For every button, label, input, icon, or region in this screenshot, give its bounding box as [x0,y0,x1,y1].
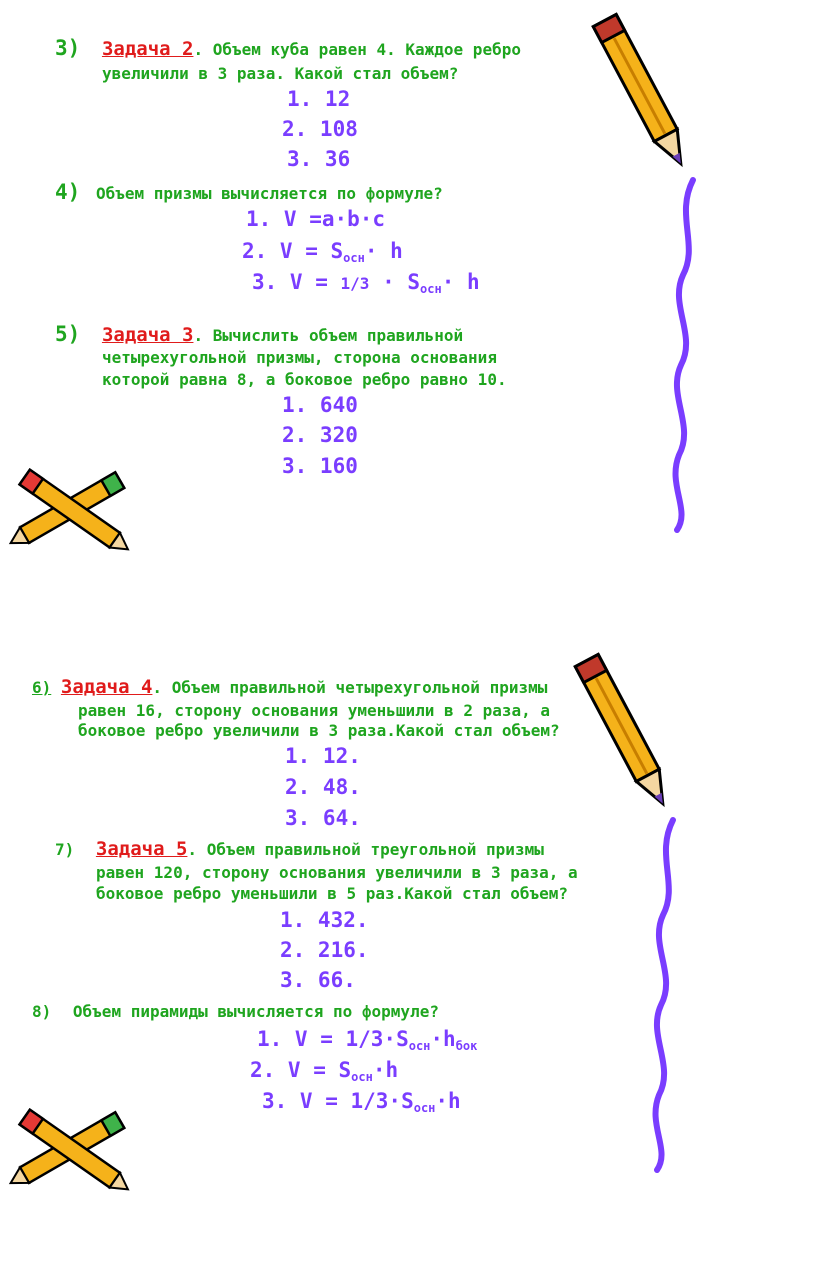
answer-option: 1. $V = 1/3\cdot S_{осн}\cdot h_{бок}$ [257,1027,478,1053]
answer-option: 2. 320 [282,423,358,447]
question-5 [55,322,595,346]
question-number: 5) [55,322,81,346]
task-label: Задача 3 [101,324,194,346]
question-6 [32,676,612,698]
answer-option: 1. 432. [280,908,369,932]
question-text: . Объем куба равен 4. Каждое ребро [193,40,521,59]
question-text: . Объем правильной четырехугольной призмы [152,678,548,697]
question-text-line: равен 16, сторону основания уменьшили в 2 раза, а [78,701,551,720]
answer-option: 2. 48. [285,775,361,799]
question-4 [55,180,443,204]
question-number: 8) [32,1002,52,1021]
question-number: 7) [55,840,75,859]
question-text-line: равен 120, сторону основания увеличили в 3 раза, а [96,863,578,882]
question-7 [55,838,615,860]
question-number: 6) [32,678,52,697]
question-text: Объем призмы вычисляется по формуле? [95,184,443,203]
answer-option: 3. $V = 1/3\cdot S_{осн}\cdot h$ [262,1089,461,1115]
squiggle-icon-bottom [645,815,685,1175]
answer-option: 2. 108 [282,117,358,141]
answer-option: 3. 64. [285,806,361,830]
question-text-line: боковое ребро увеличили в 3 раза.Какой стал объем? [78,721,560,740]
squiggle-icon-top [665,175,705,535]
question-text: . Объем правильной треугольной призмы [187,840,544,859]
question-3 [55,36,595,60]
question-text: . Вычислить объем правильной [193,326,464,345]
answer-option: 1. 640 [282,393,358,417]
question-text: Объем пирамиды вычисляется по формуле? [72,1002,439,1021]
task-label: Задача 2 [101,38,194,60]
answer-option: 2. 216. [280,938,369,962]
question-text-line: увеличили в 3 раза. Какой стал объем? [102,64,459,83]
answer-option: 1. 12 [287,87,351,111]
answer-option: 3. $V = 1/3 \cdot S_{осн}\cdot h$ [252,270,480,296]
question-number: 4) [55,180,81,204]
question-text-line: четырехугольной призмы, сторона основания [102,348,497,367]
pencil-icon-top [590,0,700,185]
crossed-pencils-icon-top [0,455,140,565]
answer-option: 1. 12. [285,744,361,768]
question-text-line: которой равна 8, а боковое ребро равно 10. [102,370,507,389]
answer-option: 2. $V = S_{осн}\cdot h$ [250,1058,399,1084]
task-label: Задача 5 [95,838,188,860]
answer-option: 3. 66. [280,968,356,992]
pencil-icon-bottom [572,640,682,825]
answer-option: 3. 36 [287,147,351,171]
question-8 [32,1001,439,1022]
answer-option: 1. V =a·b·c [246,207,386,231]
question-text-line: боковое ребро уменьшили в 5 раз.Какой стал объем? [96,884,569,903]
crossed-pencils-icon-bottom [0,1095,140,1205]
question-number: 3) [55,36,81,60]
answer-option: 3. 160 [282,454,358,478]
answer-option: 2. $V = S_{осн}\cdot h$ [242,239,403,265]
task-label: Задача 4 [60,676,153,698]
